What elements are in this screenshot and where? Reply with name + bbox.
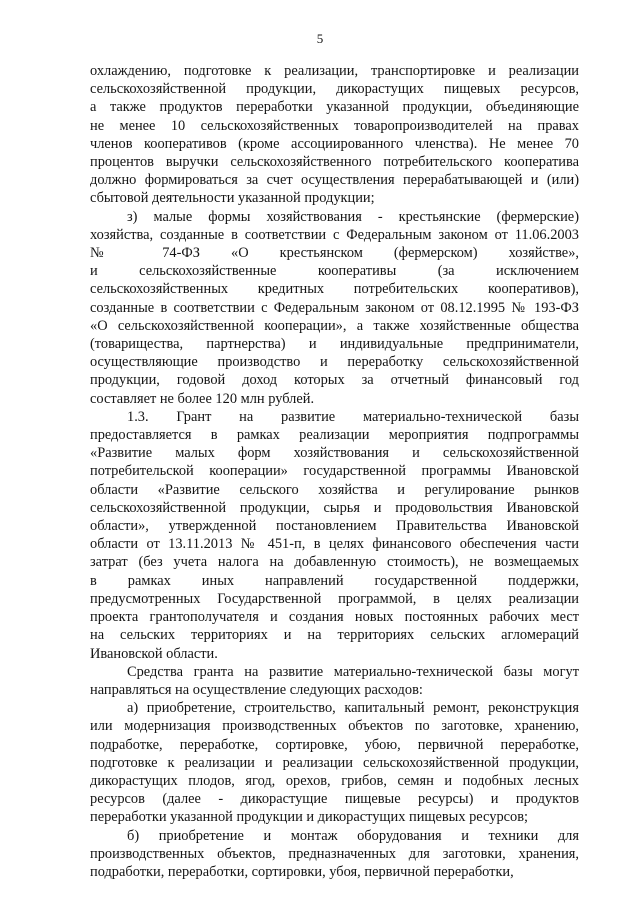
paragraph-2-line: «О сельскохозяйственной кооперации», а также хозяйственные общества [90,317,579,334]
document-body [90,62,579,881]
paragraph-5-line: или модернизация производственных объектов по заготовке, хранению, [90,718,579,735]
paragraph-2-line: з) малые формы хозяйствования - крестьянские (фермерские) [127,208,579,225]
paragraph-2-line: и сельскохозяйственные кооперативы (за исключением [90,263,579,280]
paragraph-2-line: осуществляющие производство и переработку сельскохозяйственной [90,354,579,371]
page-number: 5 [316,31,324,46]
paragraph-2-line: хозяйства, созданные в соответствии с Федеральным законом от 11.06.2003 [90,226,579,243]
paragraph-3-line: области от 13.11.2013 № 451-п, в целях финансового обеспечения части [90,536,579,553]
paragraph-3-line: 1.3. Грант на развитие материально-технической базы [127,408,579,425]
paragraph-1-line: членов кооперативов (кроме ассоциированного членства). Не менее 70 [90,135,579,152]
paragraph-3-line: затрат (без учета налога на добавленную стоимость), не возмещаемых [90,554,579,571]
paragraph-2-line: № 74-ФЗ «О крестьянском (фермерском) хозяйстве», [90,245,579,262]
paragraph-2-line: продукции, годовой доход которых за отчетный финансовый год [90,372,579,389]
paragraph-1-line: а также продуктов переработки указанной продукции, объединяющие [90,99,579,116]
paragraph-5-line: подготовке к реализации и реализации сельскохозяйственной продукции, [90,754,579,771]
paragraph-5-line: дикорастущих плодов, ягод, орехов, грибов, семян и подобных лесных [90,772,579,789]
paragraph-1-line: не менее 10 сельскохозяйственных товаропроизводителей на правах [90,117,579,134]
paragraph-3-line: Ивановской области. [90,645,218,662]
paragraph-2-line: составляет не более 120 млн рублей. [90,390,315,407]
paragraph-6-line: б) приобретение и монтаж оборудования и техники для [127,827,579,844]
paragraph-6-line: производственных объектов, предназначенных для заготовки, хранения, [90,845,579,862]
paragraph-3-line: предусмотренных Государственной программой, в целях реализации [90,590,579,607]
paragraph-2-line: созданные в соответствии с Федеральным законом от 08.12.1995 № 193-ФЗ [90,299,579,316]
paragraph-3-line: сельскохозяйственной продукции, сырья и продовольствия Ивановской [90,499,579,516]
paragraph-5-line: а) приобретение, строительство, капитальный ремонт, реконструкция [127,700,579,717]
paragraph-3-line: области «Развитие сельского хозяйства и регулирование рынков [90,481,579,498]
paragraph-1-line: должно формироваться за счет осуществления перерабатывающей и (или) [90,172,579,189]
paragraph-1-line: сельскохозяйственной продукции, дикорастущих пищевых ресурсов, [90,81,579,98]
paragraph-3-line: потребительской кооперации» государственной программы Ивановской [90,463,579,480]
paragraph-3-line: «Развитие малых форм хозяйствования и сельскохозяйственной [90,445,579,462]
paragraph-3-line: предоставляется в рамках реализации мероприятия подпрограммы [90,427,579,444]
paragraph-5-line: ресурсов (далее - дикорастущие пищевые ресурсы) и продуктов [90,791,579,808]
paragraph-2-line: сельскохозяйственных кредитных потребительских кооперативов), [90,281,579,298]
paragraph-3-line: проекта грантополучателя и создания новых постоянных рабочих мест [90,609,579,626]
paragraph-3-line: области», утвержденной постановлением Правительства Ивановской [90,518,579,535]
paragraph-4-line: направляться на осуществление следующих расходов: [90,681,423,698]
paragraph-4-line: Средства гранта на развитие материально-технической базы могут [127,663,579,680]
paragraph-5-line: подработке, переработке, сортировке, убою, первичной переработке, [90,736,579,753]
paragraph-3-line: в рамках иных направлений государственной поддержки, [90,572,579,589]
paragraph-1-line: охлаждению, подготовке к реализации, транспортировке и реализации [90,63,579,79]
paragraph-2-line: (товарищества, партнерства) и индивидуальные предприниматели, [90,336,579,353]
paragraph-5-line: переработки указанной продукции и дикорастущих пищевых ресурсов; [90,809,529,826]
paragraph-1-line: процентов выручки сельскохозяйственного потребительского кооператива [90,154,579,171]
paragraph-6-line: подработки, переработки, сортировки, убоя, первичной переработки, [90,863,514,880]
paragraph-1-line: сбытовой деятельности указанной продукции; [90,190,375,207]
paragraph-3-line: на сельских территориях и на территориях сельских агломераций [90,627,579,644]
